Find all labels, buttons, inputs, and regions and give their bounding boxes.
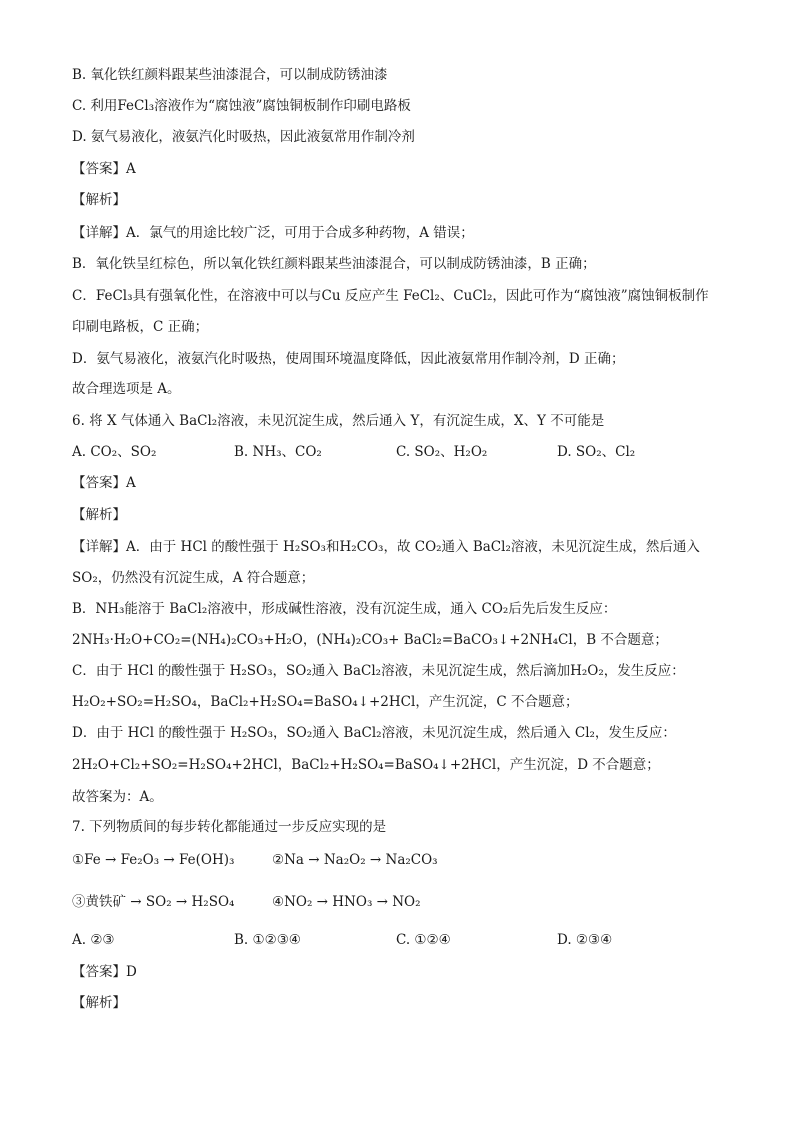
q7-option-d: D. ②③④ <box>557 932 613 948</box>
q7-item-4: ④NO₂ → HNO₃ → NO₂ <box>272 894 421 910</box>
q7-item-2: ②Na → Na₂O₂ → Na₂CO₃ <box>272 852 438 868</box>
q6-equation-b: 2NH₃·H₂O+CO₂=(NH₄)₂CO₃+H₂O，(NH₄)₂CO₃+ BaCl₂=BaCO₃↓+2NH₄Cl，B 不合题意； <box>72 632 668 648</box>
answer-label: 【答案】A <box>72 161 136 177</box>
analysis-label: 【解析】 <box>72 192 126 208</box>
q7-item-1: ①Fe → Fe₂O₃ → Fe(OH)₃ <box>72 852 235 868</box>
q7-item-3: ③黄铁矿 → SO₂ → H₂SO₄ <box>72 894 235 910</box>
analysis-label-6: 【解析】 <box>72 507 126 523</box>
option-c-text: C. 利用FeCl₃溶液作为“腐蚀液”腐蚀铜板制作印刷电路板 <box>72 98 411 114</box>
q6-option-c: C. SO₂、H₂O₂ <box>396 444 488 460</box>
q7-option-b: B. ①②③④ <box>234 932 301 948</box>
explanation-c-line2: 印刷电路板，C 正确； <box>72 319 209 335</box>
q6-explanation-c: C．由于 HCl 的酸性强于 H₂SO₃，SO₂通入 BaCl₂溶液，未见沉淀生成，然后滴加H₂O₂，发生反应： <box>72 663 685 679</box>
analysis-label-7: 【解析】 <box>72 995 126 1011</box>
conclusion-5: 故合理选项是 A。 <box>72 381 181 397</box>
q6-explanation-a-line1: 【详解】A．由于 HCl 的酸性强于 H₂SO₃和H₂CO₃，故 CO₂通入 BaCl₂溶液，未见沉淀生成，然后通入 <box>72 539 700 555</box>
q6-option-d: D. SO₂、Cl₂ <box>557 444 636 460</box>
question-7-stem: 7. 下列物质间的每步转化都能通过一步反应实现的是 <box>72 819 387 835</box>
conclusion-6: 故答案为：A。 <box>72 789 163 805</box>
explanation-d: D．氨气易液化，液氨汽化时吸热，使周围环境温度降低，因此液氨常用作制冷剂，D 正确； <box>72 351 625 367</box>
q6-explanation-b: B．NH₃能溶于 BaCl₂溶液中，形成碱性溶液，没有沉淀生成，通入 CO₂后先后发生反应： <box>72 601 617 617</box>
explanation-b: B．氧化铁呈红棕色，所以氧化铁红颜料跟某些油漆混合，可以制成防锈油漆，B 正确； <box>72 256 596 272</box>
q6-option-a: A. CO₂、SO₂ <box>72 444 157 460</box>
answer-label-7: 【答案】D <box>72 964 137 980</box>
option-b-text: B. 氧化铁红颜料跟某些油漆混合，可以制成防锈油漆 <box>72 67 388 83</box>
q6-explanation-d: D．由于 HCl 的酸性强于 H₂SO₃，SO₂通入 BaCl₂溶液，未见沉淀生成，然后通入 Cl₂，发生反应： <box>72 725 676 741</box>
q7-option-a: A. ②③ <box>72 932 115 948</box>
option-d-text: D. 氨气易液化，液氨汽化时吸热，因此液氨常用作制冷剂 <box>72 129 415 145</box>
answer-label-6: 【答案】A <box>72 475 136 491</box>
q7-option-c: C. ①②④ <box>396 932 451 948</box>
q6-equation-c: H₂O₂+SO₂=H₂SO₄，BaCl₂+H₂SO₄=BaSO₄↓+2HCl，产生沉淀，C 不合题意； <box>72 694 579 710</box>
explanation-c-line1: C．FeCl₃具有强氧化性，在溶液中可以与Cu 反应产生 FeCl₂、CuCl₂，因此可作为“腐蚀液”腐蚀铜板制作 <box>72 288 709 304</box>
question-6-stem: 6. 将 X 气体通入 BaCl₂溶液，未见沉淀生成，然后通入 Y，有沉淀生成，X、Y 不可能是 <box>72 413 605 429</box>
q6-option-b: B. NH₃、CO₂ <box>234 444 322 460</box>
q6-equation-d: 2H₂O+Cl₂+SO₂=H₂SO₄+2HCl，BaCl₂+H₂SO₄=BaSO₄↓+2HCl，产生沉淀，D 不合题意； <box>72 757 660 773</box>
explanation-a: 【详解】A．氯气的用途比较广泛，可用于合成多种药物，A 错误； <box>72 225 474 241</box>
q6-explanation-a-line2: SO₂，仍然没有沉淀生成，A 符合题意； <box>72 570 315 586</box>
